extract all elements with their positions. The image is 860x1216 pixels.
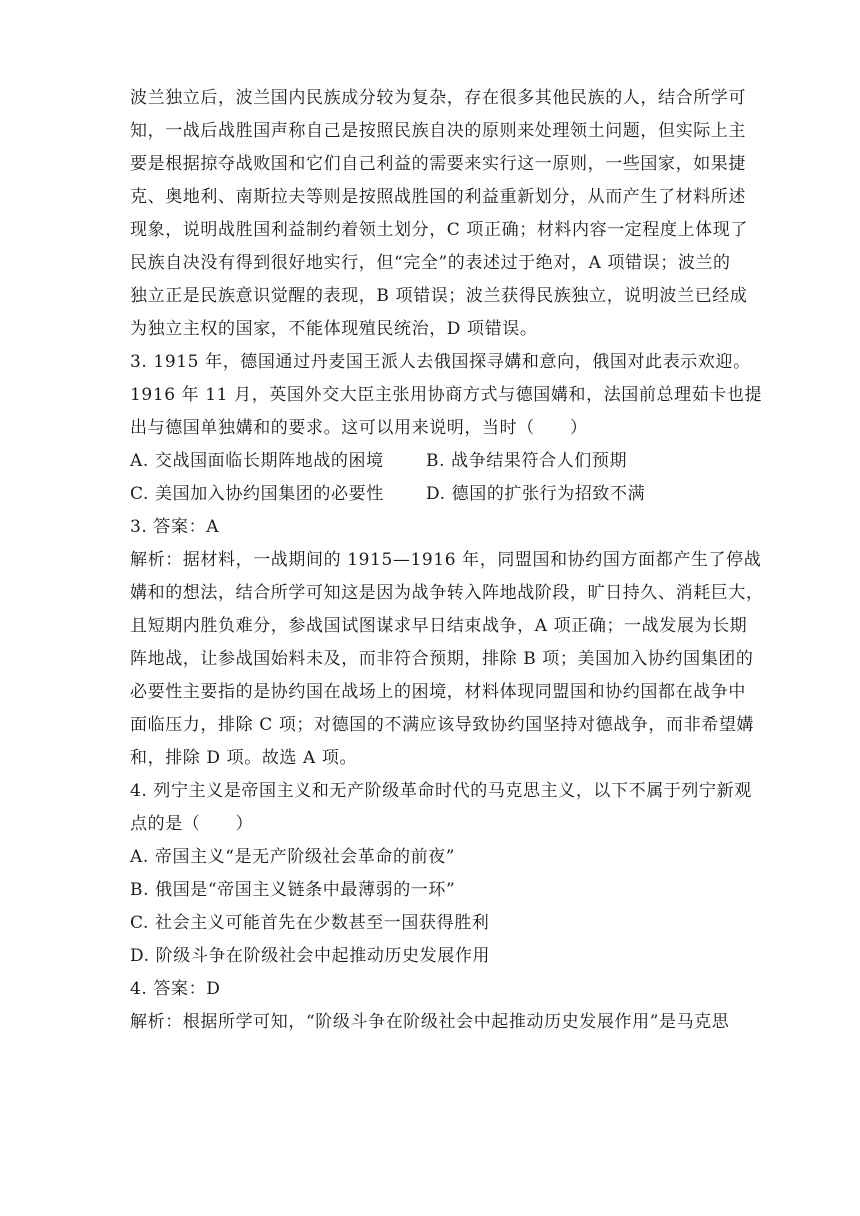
text-line: 民族自决没有得到很好地实行，但“完全”的表述过于绝对，A 项错误；波兰的 bbox=[130, 253, 731, 273]
question-4-stem: 4. 列宁主义是帝国主义和无产阶级革命时代的马克思主义，以下不属于列宁新观 bbox=[130, 781, 752, 801]
option-b: B. 战争结果符合人们预期 bbox=[426, 451, 628, 471]
analysis-3: 必要性主要指的是协约国在战场上的困境，材料体现同盟国和协约国都在战争中 bbox=[130, 682, 746, 702]
text-line: 克、奥地利、南斯拉夫等则是按照战胜国的利益重新划分，从而产生了材料所述 bbox=[130, 187, 746, 207]
question-3-options-row bbox=[130, 445, 740, 478]
analysis-3: 面临压力，排除 C 项；对德国的不满应该导致协约国坚持对德战争，而非希望媾 bbox=[130, 715, 755, 735]
option-a: A. 交战国面临长期阵地战的困境 bbox=[130, 451, 384, 471]
text-line: 独立正是民族意识觉醒的表现，B 项错误；波兰获得民族独立，说明波兰已经成 bbox=[130, 286, 748, 306]
question-3-stem: 3. 1915 年，德国通过丹麦国王派人去俄国探寻媾和意向，俄国对此表示欢迎。 bbox=[130, 352, 751, 372]
text-line: 现象，说明战胜国利益制约着领土划分，C 项正确；材料内容一定程度上体现了 bbox=[130, 220, 749, 240]
text-line: 波兰独立后，波兰国内民族成分较为复杂，存在很多其他民族的人，结合所学可 bbox=[130, 88, 746, 108]
question-3-stem: 出与德国单独媾和的要求。这可以用来说明，当时（ ） bbox=[130, 418, 588, 438]
option-d: D. 德国的扩张行为招致不满 bbox=[426, 484, 646, 504]
option-c: C. 美国加入协约国集团的必要性 bbox=[130, 484, 384, 504]
question-3-stem: 1916 年 11 月，英国外交大臣主张用协商方式与德国媾和，法国前总理茹卡也提 bbox=[130, 385, 763, 405]
option-a: A. 帝国主义“是无产阶级社会革命的前夜” bbox=[130, 847, 456, 867]
document-body bbox=[130, 82, 764, 1039]
answer-4: 4. 答案：D bbox=[130, 979, 221, 999]
answer-3: 3. 答案：A bbox=[130, 517, 220, 537]
analysis-3: 阵地战，让参战国始料未及，而非符合预期，排除 B 项；美国加入协约国集团的 bbox=[130, 649, 754, 669]
analysis-3: 解析：据材料，一战期间的 1915—1916 年，同盟国和协约国方面都产生了停战 bbox=[130, 550, 762, 570]
question-3-options-row bbox=[130, 478, 740, 511]
text-line: 知，一战后战胜国声称自己是按照民族自决的原则来处理领土问题，但实际上主 bbox=[130, 121, 746, 141]
analysis-3: 且短期内胜负难分，参战国试图谋求早日结束战争，A 项正确；一战发展为长期 bbox=[130, 616, 748, 636]
option-c: C. 社会主义可能首先在少数甚至一国获得胜利 bbox=[130, 913, 490, 933]
analysis-4: 解析：根据所学可知，“阶级斗争在阶级社会中起推动历史发展作用”是马克思 bbox=[130, 1012, 730, 1032]
option-d: D. 阶级斗争在阶级社会中起推动历史发展作用 bbox=[130, 946, 491, 966]
question-4-stem: 点的是（ ） bbox=[130, 814, 254, 834]
option-b: B. 俄国是“帝国主义链条中最薄弱的一环” bbox=[130, 880, 456, 900]
text-line: 要是根据掠夺战败国和它们自己利益的需要来实行这一原则，一些国家，如果捷 bbox=[130, 154, 746, 174]
analysis-3: 和，排除 D 项。故选 A 项。 bbox=[130, 748, 358, 768]
text-line: 为独立主权的国家，不能体现殖民统治，D 项错误。 bbox=[130, 319, 538, 339]
analysis-3: 媾和的想法，结合所学可知这是因为战争转入阵地战阶段，旷日持久、消耗巨大， bbox=[130, 583, 764, 603]
